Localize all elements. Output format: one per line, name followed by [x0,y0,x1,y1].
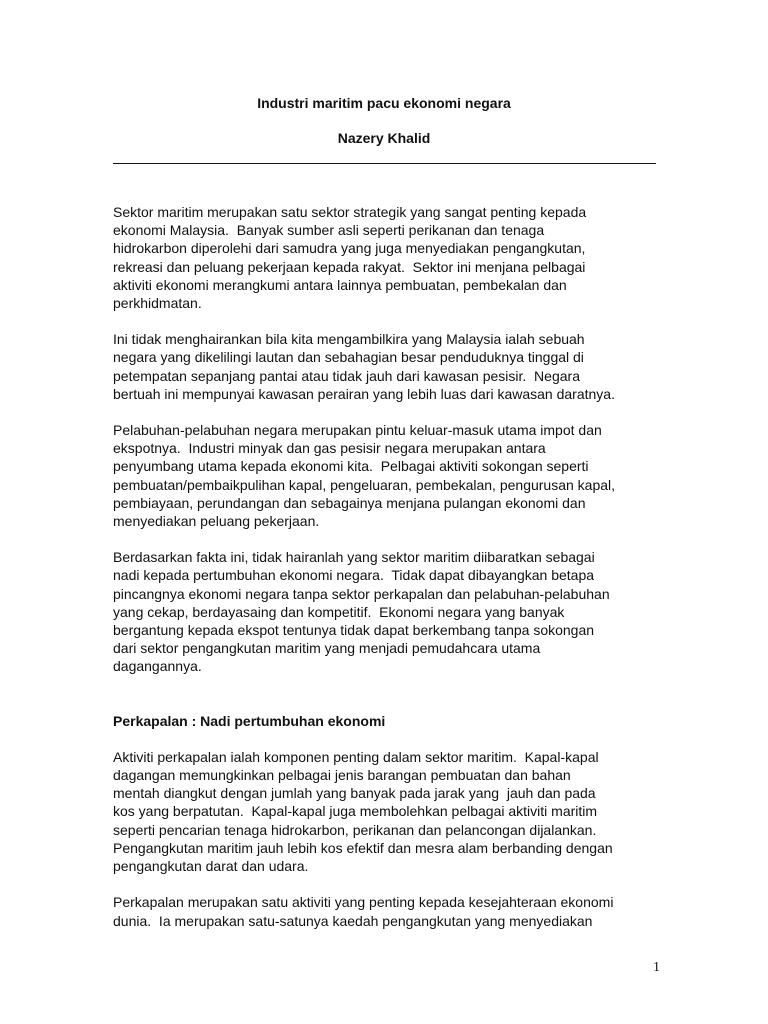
paragraph-line: rekreasi dan peluang pekerjaan kepada rakyat. Sektor ini menjana pelbagai [113,258,586,275]
page-number: 1 [653,960,660,975]
paragraph-line: bergantung kepada ekspot tentunya tidak dapat berkembang tanpa sokongan [113,622,595,639]
body-section-intro [113,203,673,676]
paragraph-line: ekonomi Malaysia. Banyak sumber asli seperti perikanan dan tenaga [113,222,545,239]
document-body [113,203,673,948]
document-author: Nazery Khalid [337,130,431,146]
paragraph-line: bertuah ini mempunyai kawasan perairan yang lebih luas dari kawasan daratnya. [113,385,615,402]
paragraph-line: mentah diangkut dengan jumlah yang banyak pada jarak yang jauh dan pada [113,785,596,802]
paragraph [113,548,673,675]
document-title: Industri maritim pacu ekonomi negara [257,95,511,111]
paragraph [113,893,673,929]
paragraph [113,748,673,875]
paragraph-line: aktiviti ekonomi merangkumi antara lainnya pembuatan, pembekalan dan [113,276,567,293]
paragraph [113,203,673,312]
paragraph [113,421,673,530]
paragraph-line: negara yang dikelilingi lautan dan sebahagian besar penduduknya tinggal di [113,349,584,366]
section-heading: Perkapalan : Nadi pertumbuhan ekonomi [113,712,386,729]
paragraph-line: perkhidmatan. [113,295,202,312]
paragraph-line: hidrokarbon diperolehi dari samudra yang juga menyediakan pengangkutan, [113,240,586,257]
paragraph-line: kos yang berpatutan. Kapal-kapal juga membolehkan pelbagai aktiviti maritim [113,803,598,820]
paragraph-line: Pelabuhan-pelabuhan negara merupakan pintu keluar-masuk utama impot dan [113,422,602,439]
paragraph-line: Pengangkutan maritim jauh lebih kos efektif dan mesra alam berbanding dengan [113,839,613,856]
paragraph-line: dagangannya. [113,658,202,675]
paragraph-line: dagangan memungkinkan pelbagai jenis barangan pembuatan dan bahan [113,767,571,784]
paragraph-line: menyediakan peluang pekerjaan. [113,513,320,530]
paragraph-line: Aktiviti perkapalan ialah komponen penting dalam sektor maritim. Kapal-kapal [113,748,599,765]
paragraph-line: Ini tidak menghairankan bila kita mengambilkira yang Malaysia ialah sebuah [113,331,585,348]
body-section-perkapalan [113,748,673,930]
paragraph-line: pembuatan/pembaikpulihan kapal, pengeluaran, pembekalan, pengurusan kapal, [113,476,616,493]
paragraph-line: penyumbang utama kepada ekonomi kita. Pelbagai aktiviti sokongan seperti [113,458,589,475]
paragraph-line: Perkapalan merupakan satu aktiviti yang penting kepada kesejahteraan ekonomi [113,894,614,911]
paragraph-line: nadi kepada pertumbuhan ekonomi negara. Tidak dapat dibayangkan betapa [113,567,595,584]
paragraph [113,330,673,403]
paragraph-line: pengangkutan darat dan udara. [113,858,309,875]
paragraph-line: pembiayaan, perundangan dan sebagainya menjana pulangan ekonomi dan [113,494,586,511]
paragraph-line: ekspotnya. Industri minyak dan gas pesisir negara merupakan antara [113,440,546,457]
title-divider [113,163,656,164]
paragraph-line: seperti pencarian tenaga hidrokarbon, perikanan dan pelancongan dijalankan. [113,821,597,838]
paragraph-line: dari sektor pengangkutan maritim yang menjadi pemudahcara utama [113,640,541,657]
paragraph-line: Berdasarkan fakta ini, tidak hairanlah yang sektor maritim diibaratkan sebagai [113,549,595,566]
paragraph-line: dunia. Ia merupakan satu-satunya kaedah pengangkutan yang menyediakan [113,912,593,929]
paragraph-line: yang cekap, berdayasaing dan kompetitif. Ekonomi negara yang banyak [113,603,565,620]
paragraph-line: petempatan sepanjang pantai atau tidak jauh dari kawasan pesisir. Negara [113,367,580,384]
paragraph-line: pincangnya ekonomi negara tanpa sektor perkapalan dan pelabuhan-pelabuhan [113,585,610,602]
paragraph-line: Sektor maritim merupakan satu sektor strategik yang sangat penting kepada [113,204,587,220]
